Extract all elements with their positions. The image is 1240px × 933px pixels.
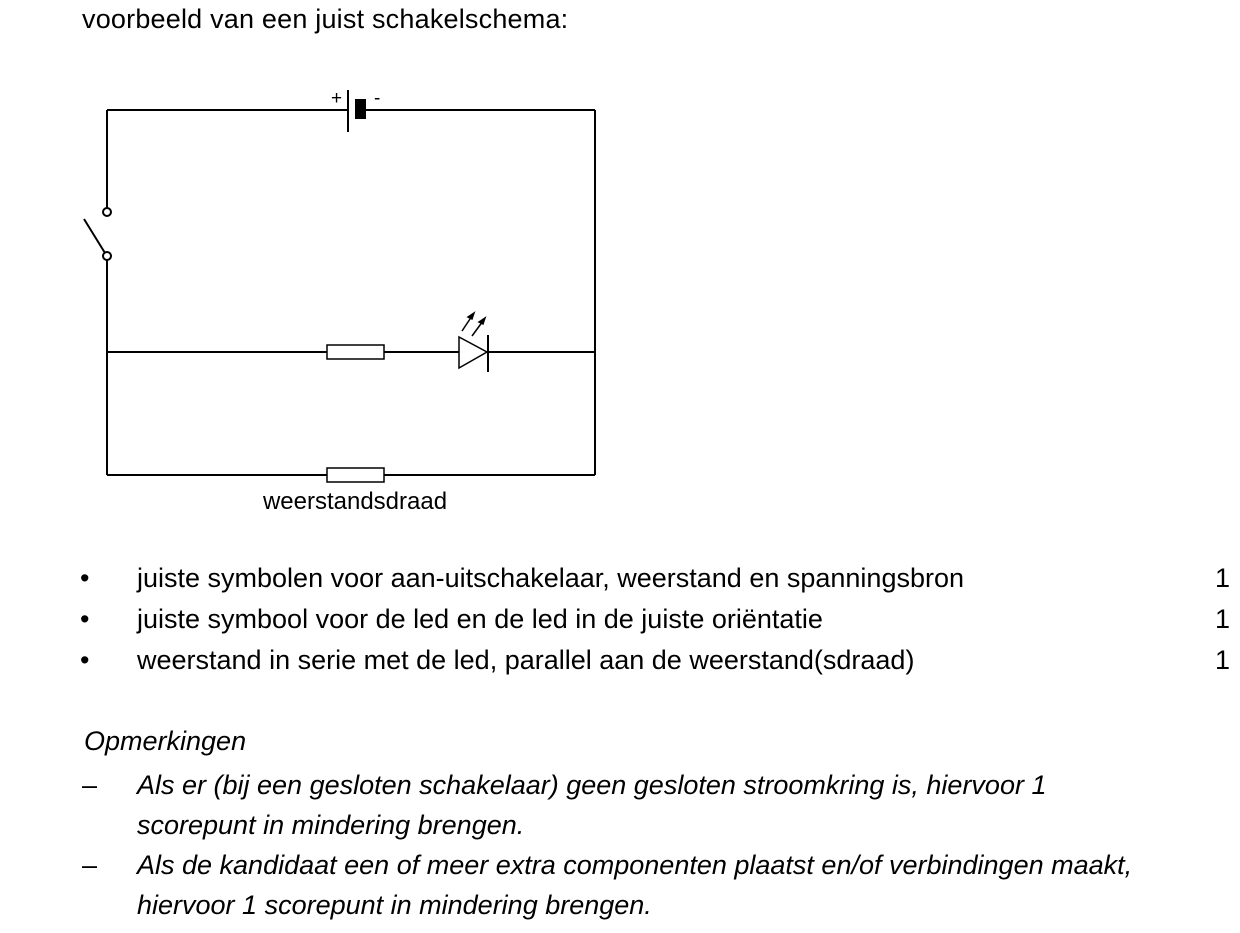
remarks-title: Opmerkingen xyxy=(84,726,247,756)
resistor-symbol xyxy=(327,345,384,359)
remark-text: Als de kandidaat een of meer extra componenten plaatst en/of verbindingen maakt, hiervoor 1 scorepunt in mindering brengen. xyxy=(137,850,1133,920)
criterion-points: 1 xyxy=(1215,645,1231,675)
criterion-text: juiste symbool voor de led en de led in de juiste oriëntatie xyxy=(137,604,823,634)
criterion-points: 1 xyxy=(1215,563,1231,593)
circuit-diagram xyxy=(0,0,640,530)
bullet: • xyxy=(80,645,90,675)
bullet: • xyxy=(80,563,90,593)
dash: – xyxy=(82,770,98,800)
criterion-points: 1 xyxy=(1215,604,1231,634)
resistance-wire-label: weerstandsdraad xyxy=(262,488,448,515)
resistance-wire-symbol xyxy=(327,468,384,482)
bullet: • xyxy=(80,604,90,634)
circuit-wires xyxy=(107,110,595,475)
battery-plus-label: + xyxy=(331,88,343,109)
criterion-item xyxy=(0,563,1240,599)
dash: – xyxy=(82,850,98,880)
criterion-text: juiste symbolen voor aan-uitschakelaar, weerstand en spanningsbron xyxy=(137,563,964,593)
criterion-text: weerstand in serie met de led, parallel aan de weerstand(sdraad) xyxy=(137,645,915,675)
remark-text: Als er (bij een gesloten schakelaar) geen gesloten stroomkring is, hiervoor 1 scorepunt in mindering brengen. xyxy=(137,770,1047,840)
led-symbol xyxy=(459,313,488,372)
intro-text: voorbeeld van een juist schakelschema: xyxy=(82,4,569,34)
battery-minus-label: - xyxy=(374,88,381,109)
switch-symbol xyxy=(84,208,111,260)
criterion-item xyxy=(0,645,1240,681)
criterion-item xyxy=(0,604,1240,640)
